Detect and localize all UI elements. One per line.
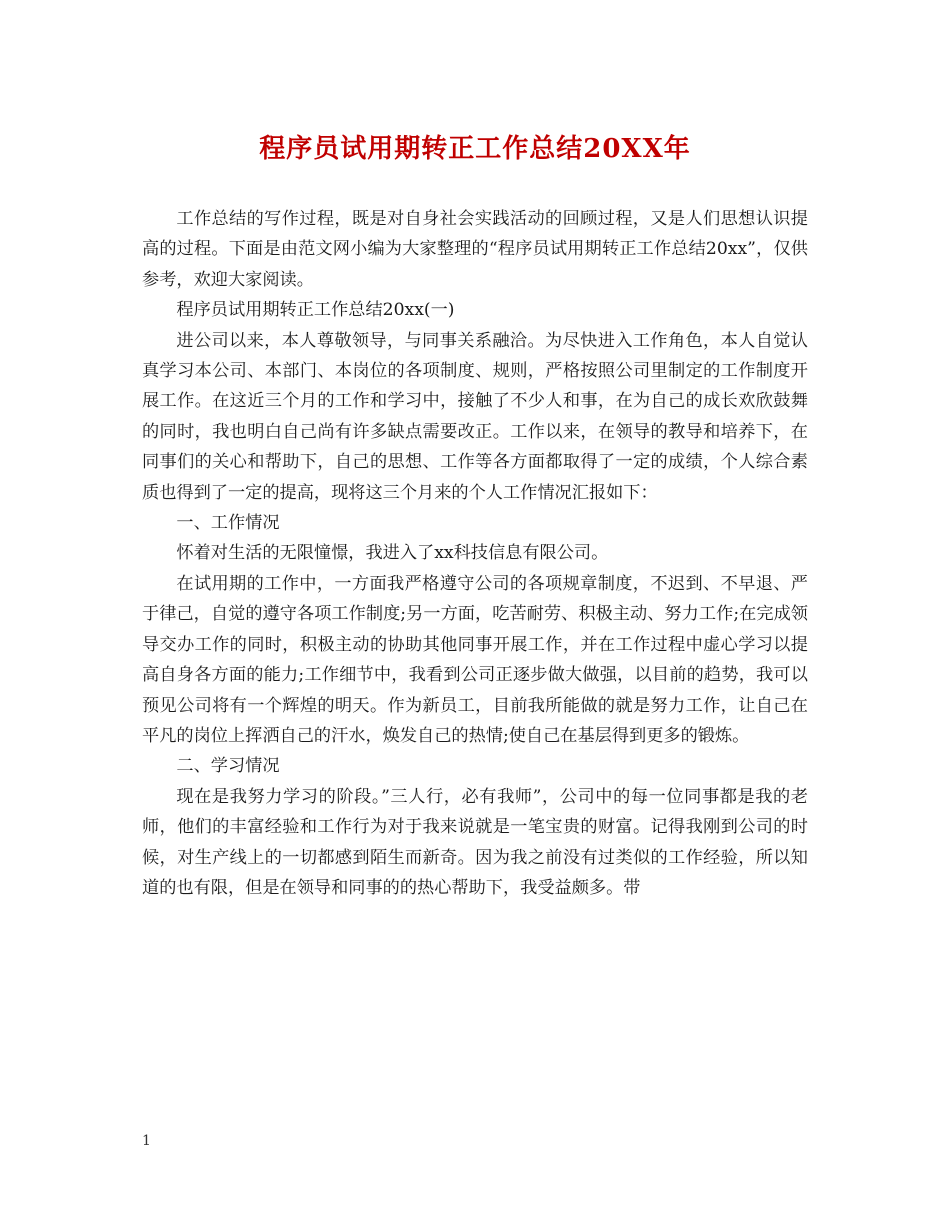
- paragraph-opening: 进公司以来，本人尊敬领导，与同事关系融洽。为尽快进入工作角色，本人自觉认真学习本公司、本部门、本岗位的各项制度、规则，严格按照公司里制定的工作制度开展工作。在这近三个月的工作和学习中，接触了不少人和事，在为自己的成长欢欣鼓舞的同时，我也明白自己尚有许多缺点需要改正。工作以来，在领导的教导和培养下，在同事们的关心和帮助下，自己的思想、工作等各方面都取得了一定的成绩，个人综合素质也得到了一定的提高，现将这三个月来的个人工作情况汇报如下：: [142, 330, 808, 503]
- page-number: 1: [142, 1133, 151, 1149]
- paragraph-joining: 怀着对生活的无限憧憬，我进入了xx科技信息有限公司。: [176, 543, 609, 564]
- document-body: [142, 204, 808, 903]
- paragraph-work-details: 在试用期的工作中，一方面我严格遵守公司的各项规章制度，不迟到、不早退、严于律己，自觉的遵守各项工作制度;另一方面，吃苦耐劳、积极主动、努力工作;在完成领导交办工作的同时，积极主动的协助其他同事开展工作，并在工作过程中虚心学习以提高自身各方面的能力;工作细节中，我看到公司正逐步做大做强，以目前的趋势，我可以预见公司将有一个辉煌的明天。作为新员工，目前我所能做的就是努力工作，让自己在平凡的岗位上挥洒自己的汗水，焕发自己的热情;使自己在基层得到更多的锻炼。: [142, 573, 808, 746]
- paragraph-subtitle: 程序员试用期转正工作总结20xx(一): [176, 300, 455, 321]
- section-heading-study: 二、学习情况: [176, 756, 280, 777]
- paragraph-study-details: 现在是我努力学习的阶段。”三人行，必有我师”，公司中的每一位同事都是我的老师，他们的丰富经验和工作行为对于我来说就是一笔宝贵的财富。记得我刚到公司的时候，对生产线上的一切都感到陌生而新奇。因为我之前没有过类似的工作经验，所以知道的也有限，但是在领导和同事的的热心帮助下，我受益颇多。带: [142, 786, 808, 898]
- section-heading-work: 一、工作情况: [176, 513, 280, 534]
- document-title: 程序员试用期转正工作总结20XX年: [259, 134, 691, 164]
- paragraph-intro: 工作总结的写作过程，既是对自身社会实践活动的回顾过程，又是人们思想认识提高的过程。下面是由范文网小编为大家整理的“程序员试用期转正工作总结20xx”，仅供参考，欢迎大家阅读。: [142, 209, 808, 290]
